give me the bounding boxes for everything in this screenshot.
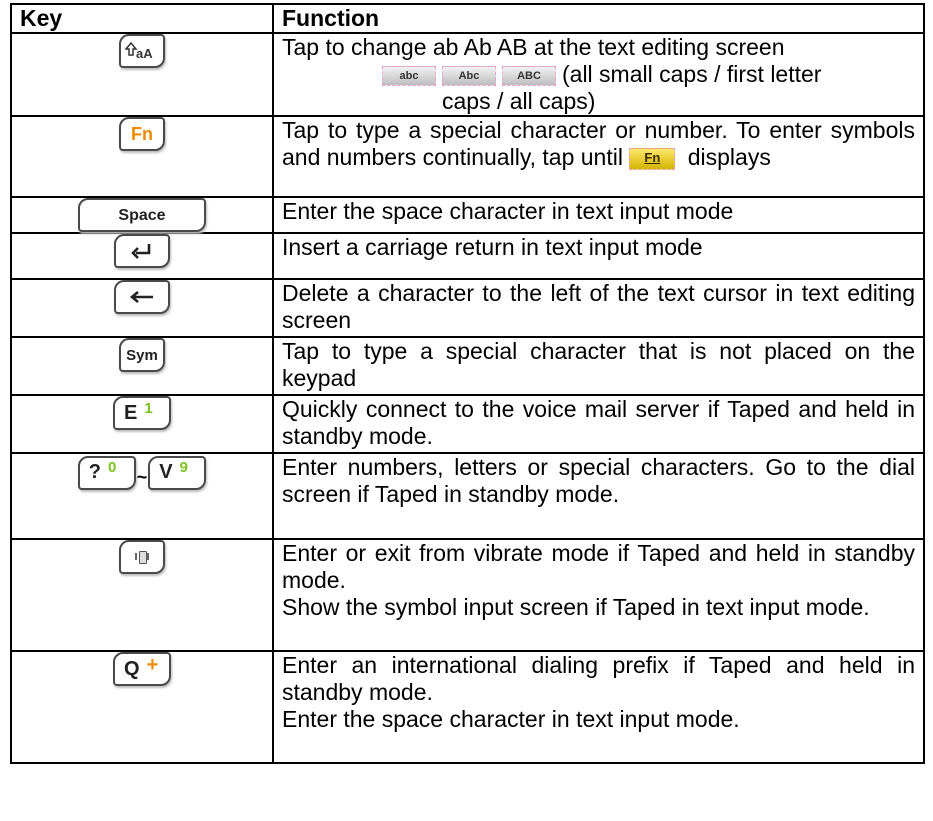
case-badge-upper: ABC [502, 66, 556, 86]
key-symbol: + [146, 653, 159, 676]
table-row [11, 33, 924, 116]
table-row [11, 197, 924, 233]
key-number: 9 [179, 459, 188, 476]
table-row [11, 337, 924, 395]
description-line: Show the symbol input screen if Taped in text input mode. [282, 594, 870, 620]
function-cell: Quickly connect to the voice mail server if Taped and held in standby mode. [273, 395, 924, 453]
key-number: 0 [107, 459, 117, 476]
description-text: Tap to type a special character or number. To enter symbols and numbers continually, tap until [282, 117, 915, 170]
key-cell [11, 279, 273, 337]
v-key [148, 456, 206, 490]
space-key: Space [78, 198, 206, 232]
enter-key-icon [114, 234, 170, 268]
fn-key: Fn [119, 117, 165, 151]
vibrate-key [119, 540, 165, 574]
key-letter: ? [88, 461, 101, 483]
key-letter: V [159, 461, 173, 483]
key-cell [11, 116, 273, 197]
case-badge-first: Abc [442, 66, 496, 86]
description-line: Enter an international dialing prefix if Taped and held in standby mode. [282, 652, 915, 705]
table-row [11, 233, 924, 279]
backspace-key-icon [114, 280, 170, 314]
key-letter: Q [124, 657, 140, 680]
description-line: caps / all caps) [442, 88, 596, 114]
header-function: Function [273, 4, 924, 33]
description-line: Tap to change ab Ab AB at the text editing screen [282, 34, 785, 60]
voicemail-key [113, 396, 171, 430]
function-cell: Insert a carriage return in text input mode [273, 233, 924, 279]
description-text: (all small caps / first letter [562, 61, 822, 87]
range-separator: ~ [136, 467, 148, 487]
key-number: 1 [144, 399, 153, 417]
key-letter: E [124, 401, 138, 424]
table-row [11, 453, 924, 539]
fn-lock-badge: Fn [629, 148, 675, 170]
description-text: displays [687, 144, 771, 170]
function-cell [273, 651, 924, 763]
function-cell [273, 539, 924, 651]
header-key: Key [11, 4, 273, 33]
key-cell [11, 395, 273, 453]
question-key [78, 456, 136, 490]
key-cell [11, 197, 273, 233]
function-cell: Tap to type a special character that is not placed on the keypad [273, 337, 924, 395]
key-cell [11, 233, 273, 279]
key-cell [11, 539, 273, 651]
case-toggle-key-icon [119, 34, 165, 68]
vibrate-icon [135, 550, 149, 564]
case-badge-lower: abc [382, 66, 436, 86]
description-line [282, 61, 915, 88]
table-row [11, 395, 924, 453]
key-cell [11, 33, 273, 116]
function-cell: Delete a character to the left of the text cursor in text editing screen [273, 279, 924, 337]
svg-text:aA: aA [136, 46, 153, 61]
q-key [113, 652, 171, 686]
key-cell [11, 651, 273, 763]
description-line: Enter or exit from vibrate mode if Taped and held in standby mode. [282, 540, 915, 593]
table-row [11, 539, 924, 651]
table-row [11, 116, 924, 197]
function-cell [273, 33, 924, 116]
table-row [11, 651, 924, 763]
function-cell: Enter the space character in text input mode [273, 197, 924, 233]
function-cell: Enter numbers, letters or special characters. Go to the dial screen if Taped in standby mode. [273, 453, 924, 539]
key-cell [11, 453, 273, 539]
function-cell [273, 116, 924, 197]
table-row [11, 279, 924, 337]
description-line: Enter the space character in text input mode. [282, 706, 740, 732]
key-function-table [10, 3, 925, 764]
key-cell [11, 337, 273, 395]
sym-key: Sym [119, 338, 165, 372]
table-header-row [11, 4, 924, 33]
